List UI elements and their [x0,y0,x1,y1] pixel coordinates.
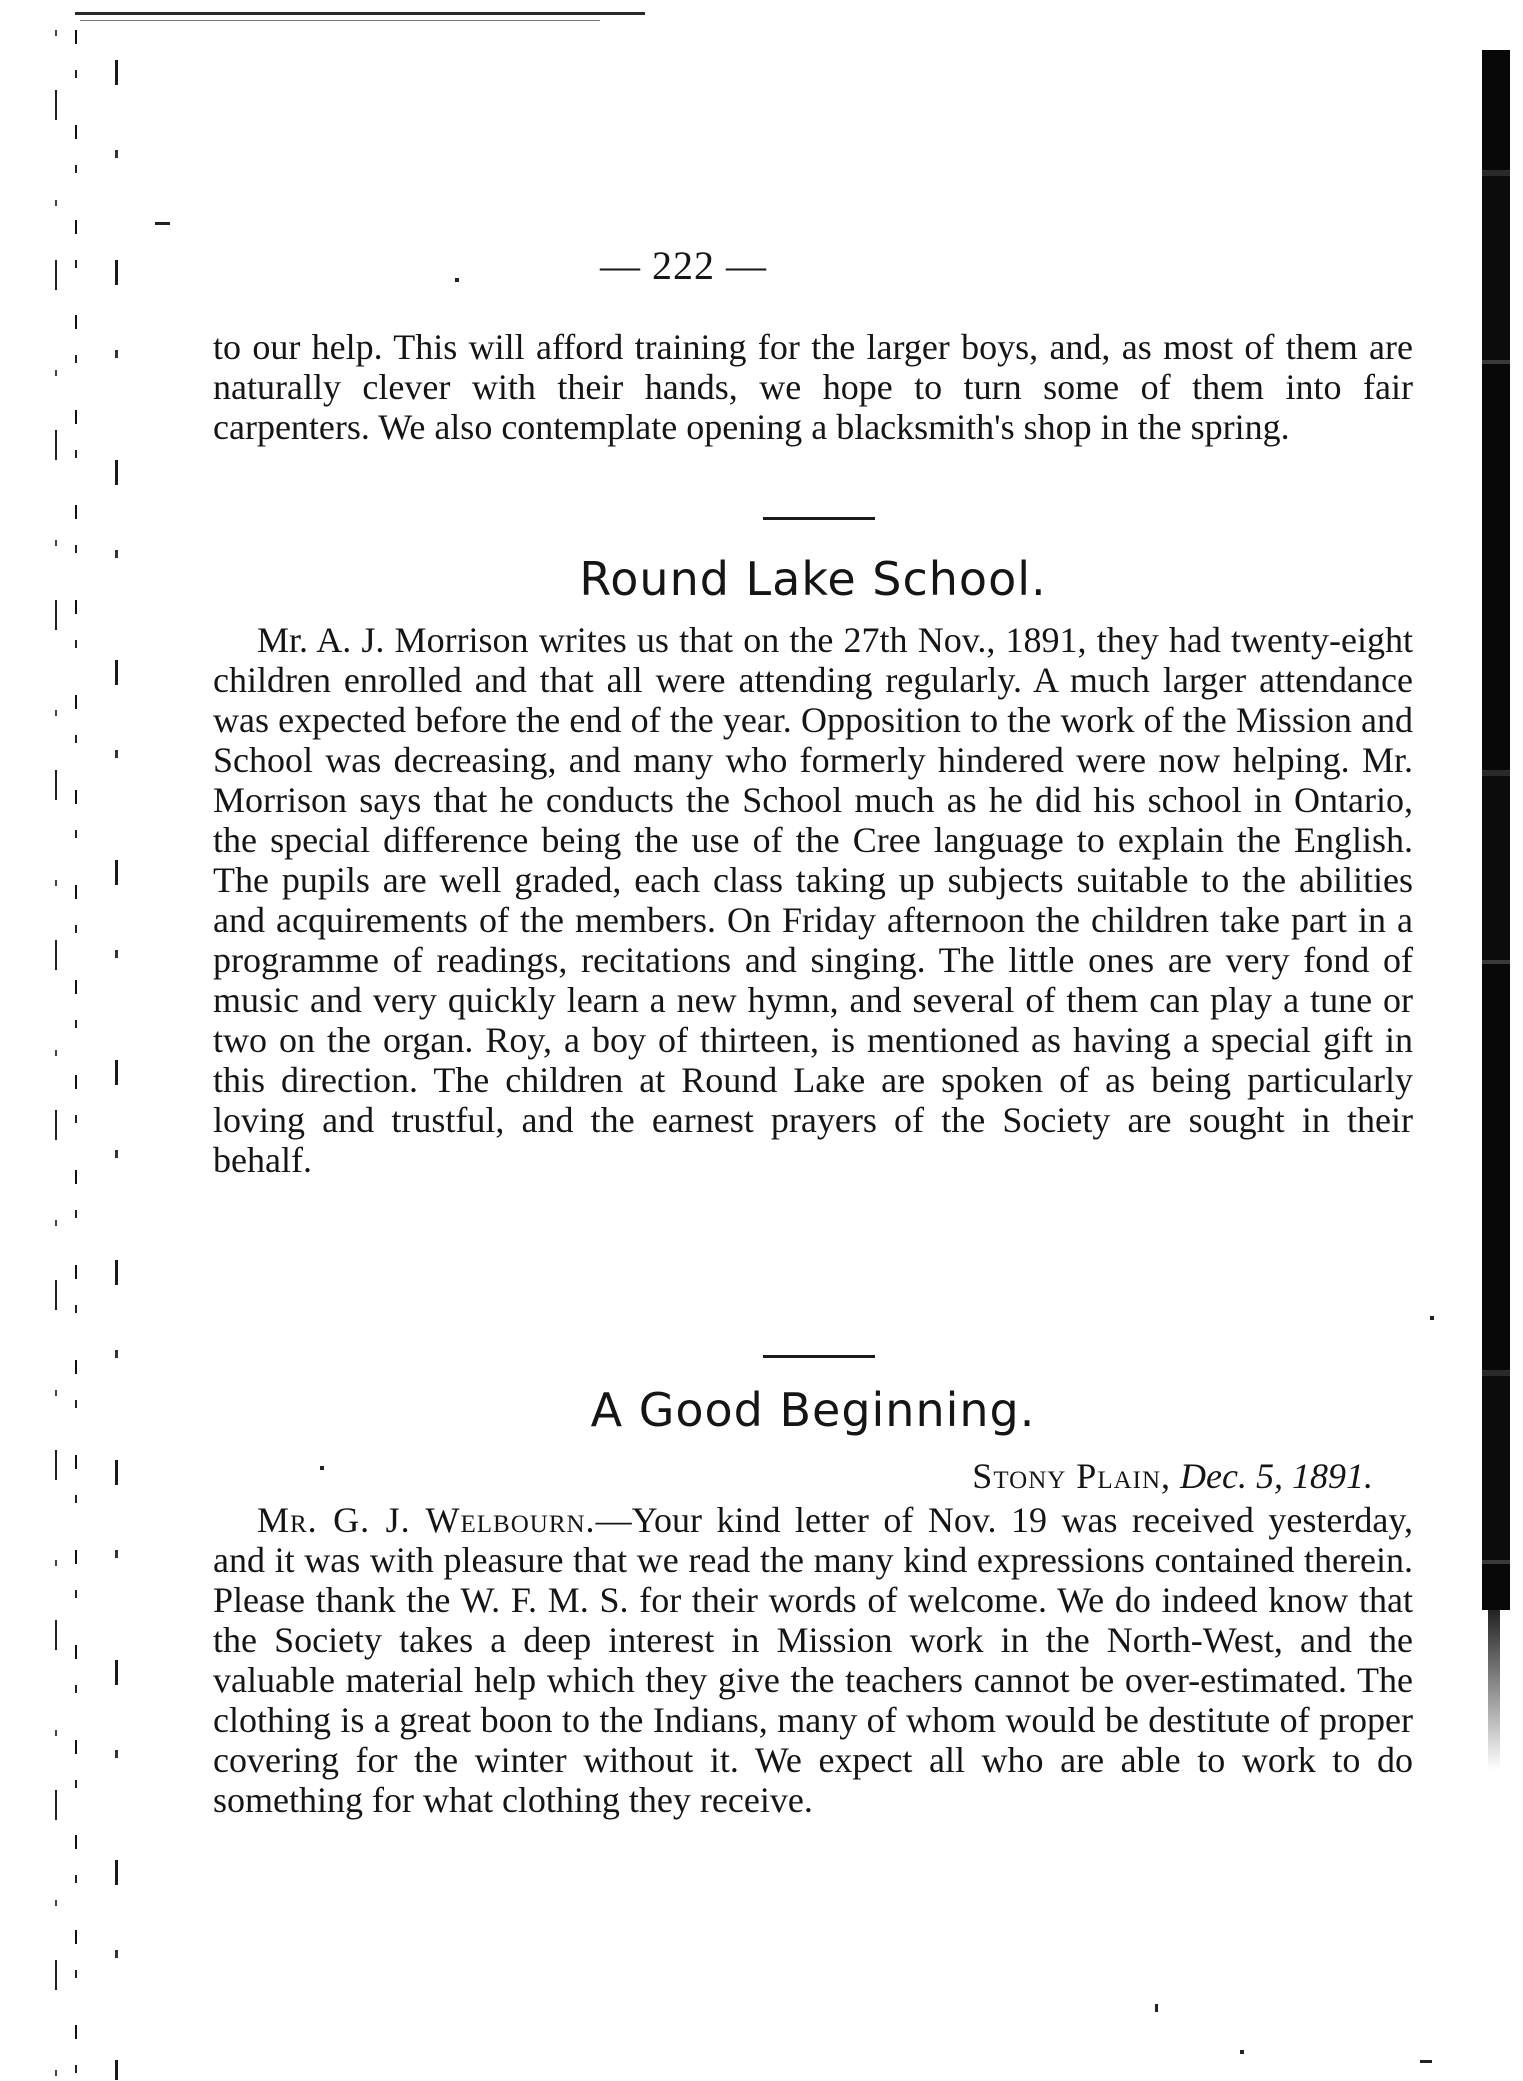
intro-paragraph: to our help. This will afford training for the larger boys, and, as most of them are naturally clever with their hands, we hope to turn some of them into fair carpenters. We also contemplate opening a blacksmith's shop in the spring. [213,327,1413,447]
dateline [213,1456,1373,1496]
round-lake-text: Mr. A. J. Morrison writes us that on the 27th Nov., 1891, they had twenty-eight children enrolled and that all were attending regularly. A much larger attendance was expected before the end of the year. Opposition to the work of the Mission and School was decreasing, and many who formerly hindered were now helping. Mr. Morrison says that he conducts the School much as he did his school in Ontario, the special difference being the use of the Cree language to explain the English. The pupils are well graded, each class taking up subjects suitable to the abilities and acquirements of the members. On Friday afternoon the children take part in a programme of readings, recitations and singing. The little ones are very fond of music and very quickly learn a new hymn, and several of them can play a tune or two on the organ. Roy, a boy of thirteen, is mentioned as having a special gift in this direction. The children at Round Lake are spoken of as being particularly loving and trustful, and the earnest prayers of the Society are sought in their behalf. [213,620,1413,1180]
scan-speck [1240,2050,1244,2054]
letter-salutation: Mr. G. J. Welbourn. [257,1500,596,1540]
scan-speck [1420,2060,1432,2063]
page-number: — 222 — [600,243,767,288]
scan-right-edge-fade [1488,1610,1500,1770]
scan-left-tick [155,222,170,225]
dateline-date: Dec. 5, 1891. [1180,1456,1373,1496]
scan-left-gutter-noise [45,30,130,2080]
scan-top-rule [75,12,645,15]
section-divider [763,1355,875,1358]
section-divider [763,517,875,520]
scan-speck [1155,2004,1158,2012]
letter-text: —Your kind letter of Nov. 19 was received yesterday, and it was with pleasure that we read the many kind expressions contained therein. Please thank the W. F. M. S. for their words of welcome. We do indeed know that the Society takes a deep interest in Mission work in the North-West, and the valuable material help which they give the teachers cannot be over-estimated. The clothing is a great boon to the Indians, many of whom would be destitute of proper covering for the winter without it. We expect all who are able to work to do something for what clothing they receive. [213,1500,1413,1820]
dateline-place: Stony Plain, [972,1456,1172,1496]
letter-paragraph [213,1500,1413,1820]
scan-speck [1430,1316,1434,1320]
section-heading-round-lake-school: Round Lake School. [579,552,1047,606]
scan-top-rule-thin [80,20,600,21]
round-lake-paragraph [213,620,1413,1180]
section-heading-a-good-beginning: A Good Beginning. [590,1383,1036,1437]
scan-speck [455,278,459,282]
scan-right-edge-bar [1482,50,1510,1610]
